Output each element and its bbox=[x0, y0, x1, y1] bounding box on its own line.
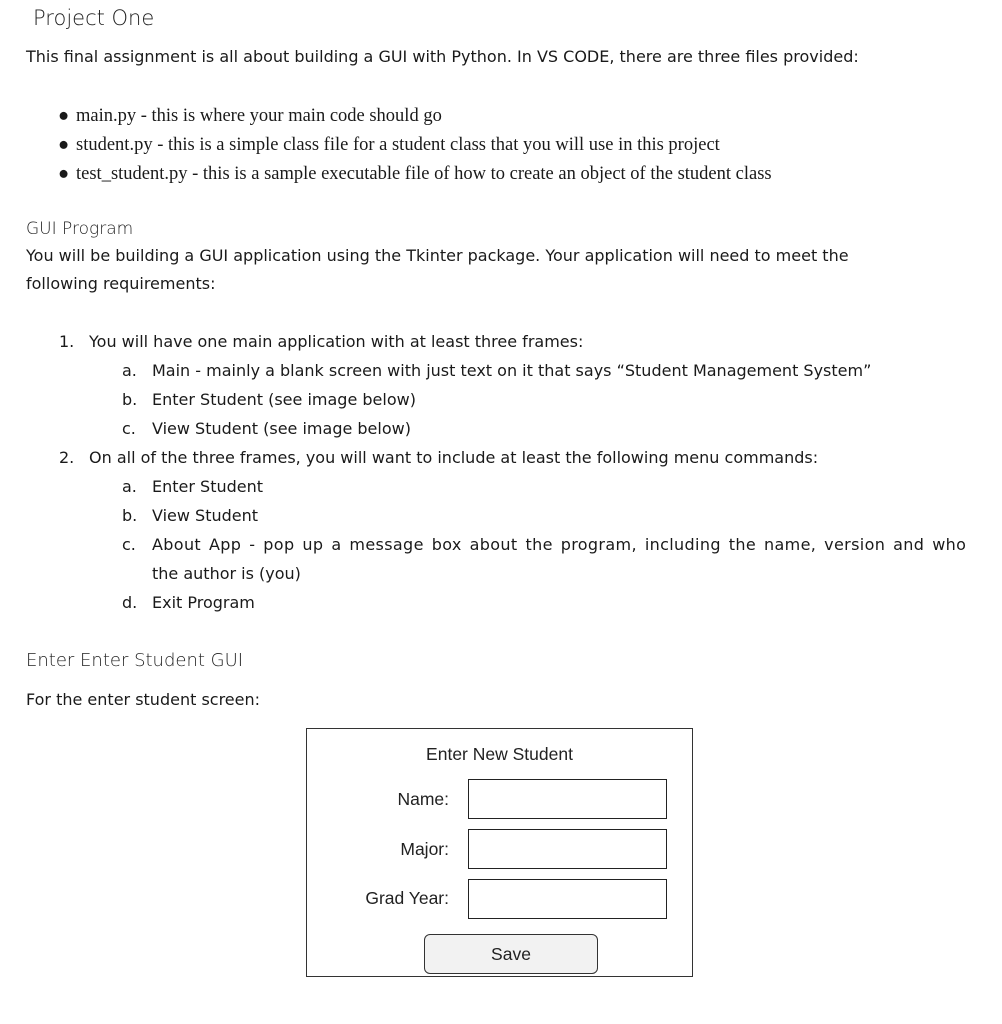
requirement-2a: a. Enter Student bbox=[122, 477, 264, 496]
bullet-icon: ● bbox=[58, 164, 70, 184]
major-field[interactable] bbox=[468, 829, 667, 869]
bullet-icon: ● bbox=[58, 106, 70, 126]
intro-paragraph: This final assignment is all about building a GUI with Python. In VS CODE, there are three files provided: bbox=[26, 47, 859, 66]
gui-program-heading: GUI Program bbox=[26, 219, 134, 239]
enter-student-form-mockup bbox=[306, 728, 693, 977]
gui-paragraph-line-2: following requirements: bbox=[26, 274, 216, 293]
requirement-2d: d. Exit Program bbox=[122, 593, 255, 612]
grad-year-label: Grad Year: bbox=[365, 888, 449, 908]
requirement-1c: c. View Student (see image below) bbox=[122, 419, 411, 438]
save-button[interactable]: Save bbox=[424, 934, 598, 974]
requirement-2b: b. View Student bbox=[122, 506, 259, 525]
list-item: ● main.py - this is where your main code should go bbox=[58, 102, 772, 131]
requirement-2: 2. On all of the three frames, you will want to include at least the following menu commands: bbox=[59, 448, 819, 467]
enter-student-paragraph: For the enter student screen: bbox=[26, 690, 261, 709]
enter-student-heading: Enter Enter Student GUI bbox=[26, 650, 244, 671]
major-label: Major: bbox=[400, 839, 449, 859]
name-label: Name: bbox=[397, 789, 449, 809]
files-list bbox=[58, 102, 772, 189]
grad-year-field[interactable] bbox=[468, 879, 667, 919]
gui-paragraph-line-1: You will be building a GUI application using the Tkinter package. Your application will need to meet the bbox=[26, 246, 849, 265]
bullet-icon: ● bbox=[58, 135, 70, 155]
requirement-2c: c. About App - pop up a message box about the program, including the name, version and who bbox=[122, 535, 967, 554]
requirement-1: 1. You will have one main application with at least three frames: bbox=[59, 332, 584, 351]
form-title: Enter New Student bbox=[426, 744, 573, 764]
requirement-2c-continued: the author is (you) bbox=[152, 564, 301, 583]
requirement-1a: a. Main - mainly a blank screen with just text on it that says “Student Management System” bbox=[122, 361, 872, 380]
page-title: Project One bbox=[33, 6, 155, 30]
list-item: ● test_student.py - this is a sample executable file of how to create an object of the student class bbox=[58, 160, 772, 189]
list-item: ● student.py - this is a simple class file for a student class that you will use in this project bbox=[58, 131, 772, 160]
requirement-1b: b. Enter Student (see image below) bbox=[122, 390, 416, 409]
name-field[interactable] bbox=[468, 779, 667, 819]
